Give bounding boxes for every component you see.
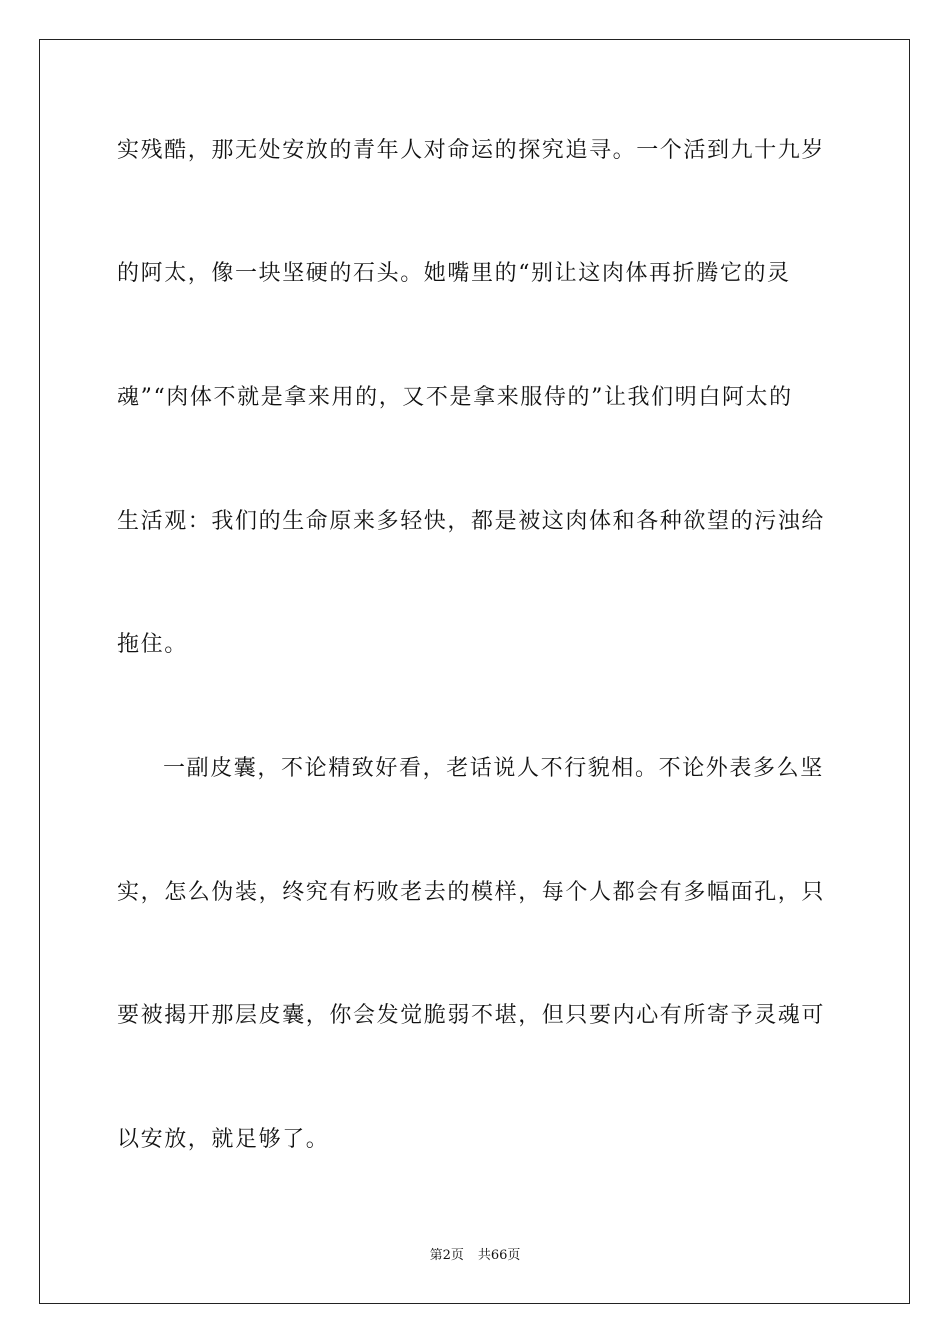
page-number: 第2页 — [429, 1248, 464, 1263]
text-line: 生活观：我们的生命原来多轻快，都是被这肉体和各种欲望的污浊给 — [117, 509, 826, 534]
text-line: 拖住。 — [117, 632, 188, 657]
text-line: 实，怎么伪装，终究有朽败老去的模样，每个人都会有多幅面孔，只 — [117, 880, 826, 905]
text-line: 要被揭开那层皮囊，你会发觉脆弱不堪，但只要内心有所寄予灵魂可 — [117, 1003, 826, 1028]
paragraph-first-line: 一副皮囊，不论精致好看，老话说人不行貌相。不论外表多么坚 — [163, 756, 824, 781]
text-line: 魂”“肉体不就是拿来用的，又不是拿来服侍的”让我们明白阿太的 — [117, 385, 793, 410]
page-total: 共66页 — [477, 1248, 521, 1263]
text-line: 的阿太，像一块坚硬的石头。她嘴里的“别让这肉体再折腾它的灵 — [117, 261, 791, 286]
page-footer — [0, 1246, 950, 1266]
text-line: 实残酷，那无处安放的青年人对命运的探究追寻。一个活到九十九岁 — [117, 138, 826, 163]
page-border — [39, 39, 910, 1304]
text-line: 以安放，就足够了。 — [117, 1127, 330, 1152]
